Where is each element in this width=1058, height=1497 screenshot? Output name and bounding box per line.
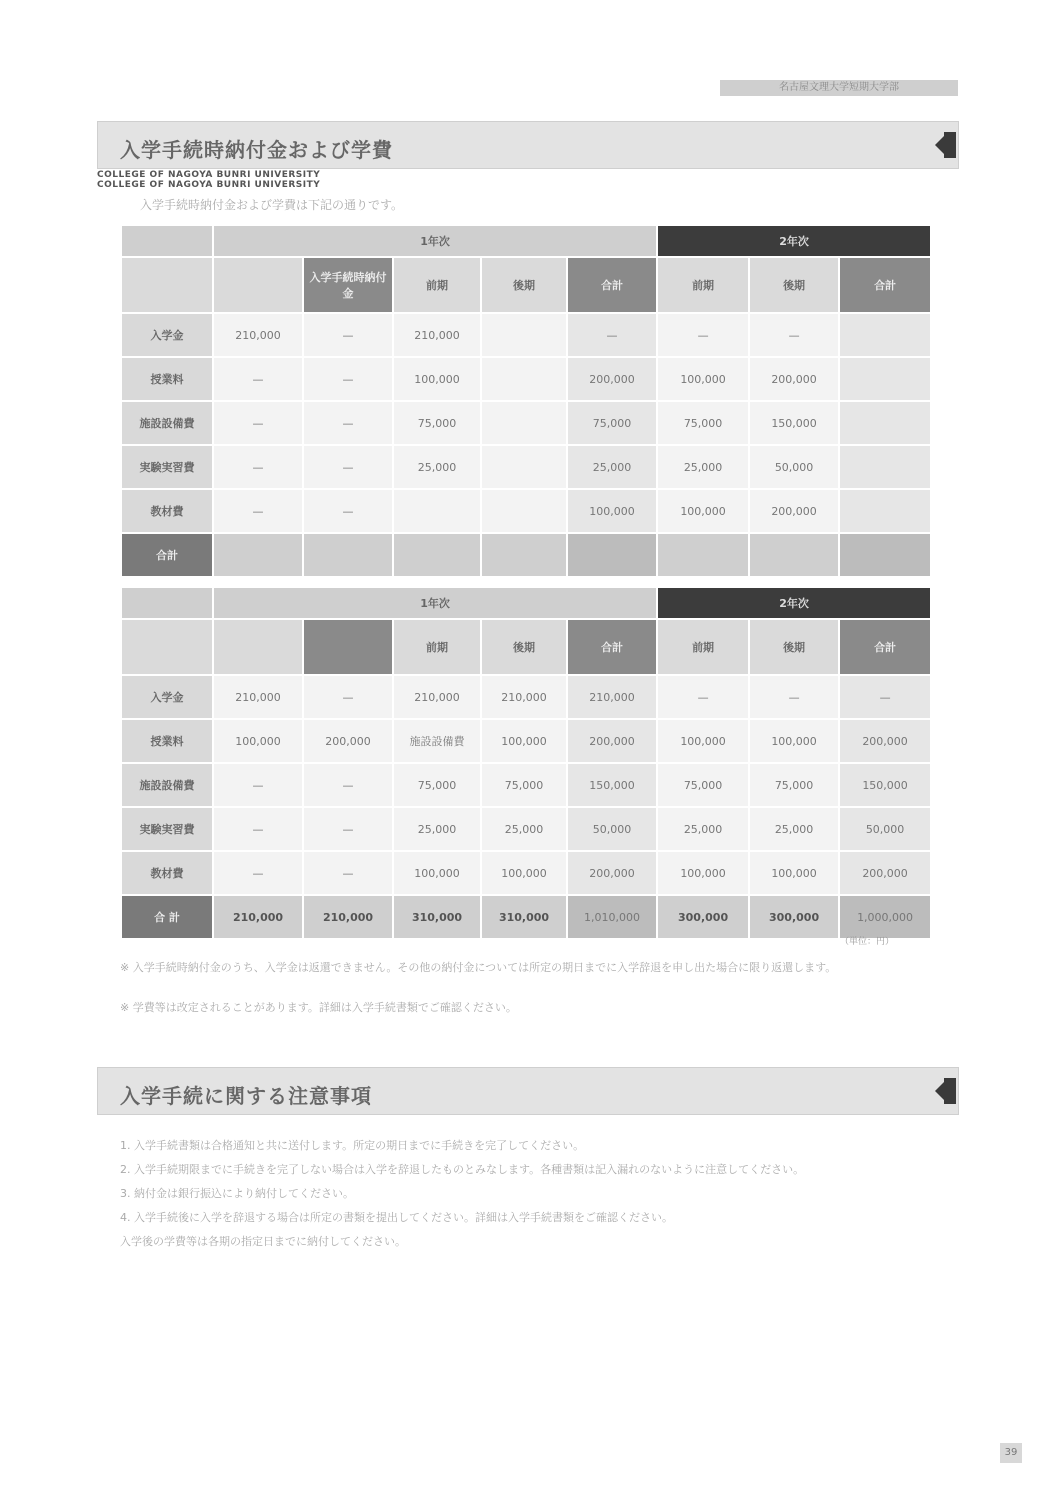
table-1-cell: 25,000 — [393, 445, 481, 489]
table-2-cell: 100,000 — [749, 719, 839, 763]
table-2-cell: 100,000 — [749, 851, 839, 895]
table-2-cell: 75,000 — [481, 763, 567, 807]
table2-sub-6: 合計 — [839, 619, 931, 675]
table-1-cell: — — [213, 489, 303, 533]
table-1-cell: — — [213, 401, 303, 445]
table-1-cell — [393, 533, 481, 577]
table-2-cell: 210,000 — [393, 675, 481, 719]
notes-item-1: 1. 入学手続書類は合格通知と共に送付します。所定の期日までに手続きを完了してください。 — [120, 1139, 585, 1152]
table-2-cell: 200,000 — [839, 719, 931, 763]
table-2-cell: 150,000 — [839, 763, 931, 807]
table-1-cell — [393, 489, 481, 533]
table-1-row-label: 実験実習費 — [121, 445, 213, 489]
flag-icon — [944, 1078, 956, 1104]
table2-sub-5: 後期 — [749, 619, 839, 675]
flag-icon — [944, 132, 956, 158]
table-1-cell — [303, 533, 393, 577]
table-1-cell — [481, 533, 567, 577]
table-2-cell: — — [213, 763, 303, 807]
table1-group-right: 2年次 — [657, 225, 931, 257]
table-2-row — [121, 895, 931, 939]
table-2-row-label: 実験実習費 — [121, 807, 213, 851]
table-2-cell: 210,000 — [213, 895, 303, 939]
table-1-cell — [213, 533, 303, 577]
table-1-cell: 25,000 — [657, 445, 749, 489]
table-2-cell: 100,000 — [657, 851, 749, 895]
table-2-row-label: 合 計 — [121, 895, 213, 939]
table-2-cell: — — [657, 675, 749, 719]
table-2-cell: 200,000 — [567, 719, 657, 763]
table-1-cell — [481, 489, 567, 533]
table-2-row — [121, 763, 931, 807]
table-1-cell: — — [657, 313, 749, 357]
notes-item-4: 4. 入学手続後に入学を辞退する場合は所定の書類を提出してください。詳細は入学手続書類をご確認ください。 — [120, 1211, 673, 1224]
table-2-cell: 100,000 — [657, 719, 749, 763]
table-2-cell: 1,000,000 — [839, 895, 931, 939]
table-1-row — [121, 401, 931, 445]
header-tag: 名古屋文理大学短期大学部 — [720, 80, 958, 96]
table-1-cell: 50,000 — [749, 445, 839, 489]
table-1-row-label: 教材費 — [121, 489, 213, 533]
table-2-cell: 25,000 — [481, 807, 567, 851]
table2-corner — [121, 587, 213, 619]
table-1-cell: — — [303, 489, 393, 533]
table-1-cell — [839, 445, 931, 489]
table-1-cell: 200,000 — [749, 357, 839, 401]
table-1-cell: — — [213, 357, 303, 401]
table-2-cell: 100,000 — [393, 851, 481, 895]
table-1-cell — [567, 533, 657, 577]
table1-corner — [121, 225, 213, 257]
table-1-cell: — — [303, 313, 393, 357]
section-title-bar — [97, 121, 959, 169]
notes-list — [120, 1134, 935, 1254]
table-2-cell: — — [213, 851, 303, 895]
table-2-cell: — — [839, 675, 931, 719]
table-1-cell: 100,000 — [657, 357, 749, 401]
table-2-cell: — — [303, 763, 393, 807]
table-1-cell: 25,000 — [567, 445, 657, 489]
unit-label: （単位：円） — [840, 937, 895, 947]
table1-col0-label: 入学手続時納付金 — [303, 257, 393, 313]
college-name-shadow: COLLEGE OF NAGOYA BUNRI UNIVERSITY — [97, 180, 321, 190]
notes-item-2: 2. 入学手続期限までに手続きを完了しない場合は入学を辞退したものとみなします。各種書類は記入漏れのないように注意してください。 — [120, 1163, 805, 1176]
table-1-cell: 75,000 — [393, 401, 481, 445]
table2-sub-a — [213, 619, 303, 675]
table-1-row-label: 合計 — [121, 533, 213, 577]
table-1-cell — [481, 357, 567, 401]
fee-table-2 — [120, 586, 932, 940]
notes-item-3: 3. 納付金は銀行振込により納付してください。 — [120, 1187, 354, 1200]
table-1-cell — [749, 533, 839, 577]
table-1-cell — [839, 533, 931, 577]
table-1-cell — [839, 357, 931, 401]
table-1-row-label: 授業料 — [121, 357, 213, 401]
table-1-cell: 210,000 — [213, 313, 303, 357]
table-2-cell: 75,000 — [657, 763, 749, 807]
college-name: COLLEGE OF NAGOYA BUNRI UNIVERSITY — [97, 170, 321, 180]
table2-col0 — [121, 619, 213, 675]
table-1-cell — [481, 445, 567, 489]
section-title-bar-2 — [97, 1067, 959, 1115]
table-1-cell — [657, 533, 749, 577]
table-2-cell: 100,000 — [213, 719, 303, 763]
table-2-cell: 25,000 — [749, 807, 839, 851]
table-1-cell — [839, 489, 931, 533]
table-1-row — [121, 445, 931, 489]
table-2-cell: 25,000 — [393, 807, 481, 851]
table-2-cell: 210,000 — [481, 675, 567, 719]
note-2: ※ 学費等は改定されることがあります。詳細は入学手続書類でご確認ください。 — [120, 1001, 517, 1014]
table2-sub-1: 前期 — [393, 619, 481, 675]
table-2-row — [121, 851, 931, 895]
table-1-cell: — — [303, 445, 393, 489]
note-1: ※ 入学手続時納付金のうち、入学金は返還できません。その他の納付金については所定の期日までに入学辞退を申し出た場合に限り返還します。 — [120, 961, 837, 974]
table-2-row-label: 施設設備費 — [121, 763, 213, 807]
table2-sub-b — [303, 619, 393, 675]
table-1-cell — [481, 313, 567, 357]
table-1-cell: — — [303, 357, 393, 401]
table2-sub-2: 後期 — [481, 619, 567, 675]
table-2-cell: — — [213, 807, 303, 851]
table1-sub-3: 合計 — [567, 257, 657, 313]
table-2-cell: — — [303, 807, 393, 851]
table-2-row-label: 入学金 — [121, 675, 213, 719]
table-1-cell — [481, 401, 567, 445]
table-1-cell — [839, 401, 931, 445]
table-2-cell: 210,000 — [567, 675, 657, 719]
table-2-cell: — — [303, 851, 393, 895]
table-1-cell: 100,000 — [657, 489, 749, 533]
table-2-row — [121, 675, 931, 719]
table-2-row-label: 授業料 — [121, 719, 213, 763]
table2-sub-3: 合計 — [567, 619, 657, 675]
notes-item-5: 入学後の学費等は各期の指定日までに納付してください。 — [120, 1235, 406, 1248]
lead-text: 入学手続時納付金および学費は下記の通りです。 — [140, 198, 404, 212]
table-1-cell: 100,000 — [393, 357, 481, 401]
table1-sub-1: 前期 — [393, 257, 481, 313]
table-2-cell: 75,000 — [393, 763, 481, 807]
table-2-cell: 100,000 — [481, 851, 567, 895]
fee-table-1 — [120, 224, 932, 578]
table-2-cell: 50,000 — [839, 807, 931, 851]
table-1-row-label: 施設設備費 — [121, 401, 213, 445]
table-1-cell: 100,000 — [567, 489, 657, 533]
table-1-cell: — — [213, 445, 303, 489]
table-1-cell: 75,000 — [567, 401, 657, 445]
table1-group-left: 1年次 — [213, 225, 657, 257]
table-2-cell: 200,000 — [303, 719, 393, 763]
table1-col0 — [121, 257, 213, 313]
table-1-cell: 200,000 — [567, 357, 657, 401]
table-2-row — [121, 807, 931, 851]
table-1-cell: — — [303, 401, 393, 445]
table-1-cell — [839, 313, 931, 357]
table1-sub-6: 合計 — [839, 257, 931, 313]
table-2-cell: 150,000 — [567, 763, 657, 807]
table-1-row — [121, 489, 931, 533]
table-2-cell: 1,010,000 — [567, 895, 657, 939]
section-title: 入学手続時納付金および学費 — [120, 138, 393, 162]
table-2-cell: 300,000 — [749, 895, 839, 939]
table-1-row — [121, 533, 931, 577]
table-2-cell: 310,000 — [481, 895, 567, 939]
table-1-cell: 210,000 — [393, 313, 481, 357]
table-2-cell: 200,000 — [567, 851, 657, 895]
table-1-cell: 75,000 — [657, 401, 749, 445]
table2-group-right: 2年次 — [657, 587, 931, 619]
table-1-cell: — — [567, 313, 657, 357]
table-2-cell: 300,000 — [657, 895, 749, 939]
table-2-cell: 75,000 — [749, 763, 839, 807]
table-1-cell: 150,000 — [749, 401, 839, 445]
section-title-2: 入学手続に関する注意事項 — [120, 1084, 372, 1108]
table-2-cell: 210,000 — [303, 895, 393, 939]
table2-sub-4: 前期 — [657, 619, 749, 675]
table-2-cell: — — [303, 675, 393, 719]
table-2-cell: — — [749, 675, 839, 719]
table-2-cell: 310,000 — [393, 895, 481, 939]
table1-sub-4: 前期 — [657, 257, 749, 313]
table-2-cell: 施設設備費 — [393, 719, 481, 763]
table-1-row — [121, 357, 931, 401]
table1-sub — [213, 257, 303, 313]
table2-group-left: 1年次 — [213, 587, 657, 619]
table-2-cell: 50,000 — [567, 807, 657, 851]
table-2-cell: 100,000 — [481, 719, 567, 763]
table-2-cell: 200,000 — [839, 851, 931, 895]
table-1-cell: — — [749, 313, 839, 357]
table-1-cell: 200,000 — [749, 489, 839, 533]
table-2-cell: 25,000 — [657, 807, 749, 851]
table-2-row — [121, 719, 931, 763]
page-number: 39 — [1000, 1443, 1022, 1463]
table-1-row — [121, 313, 931, 357]
table-2-row-label: 教材費 — [121, 851, 213, 895]
table-1-row-label: 入学金 — [121, 313, 213, 357]
table-2-cell: 210,000 — [213, 675, 303, 719]
table1-sub-2: 後期 — [481, 257, 567, 313]
table1-sub-5: 後期 — [749, 257, 839, 313]
